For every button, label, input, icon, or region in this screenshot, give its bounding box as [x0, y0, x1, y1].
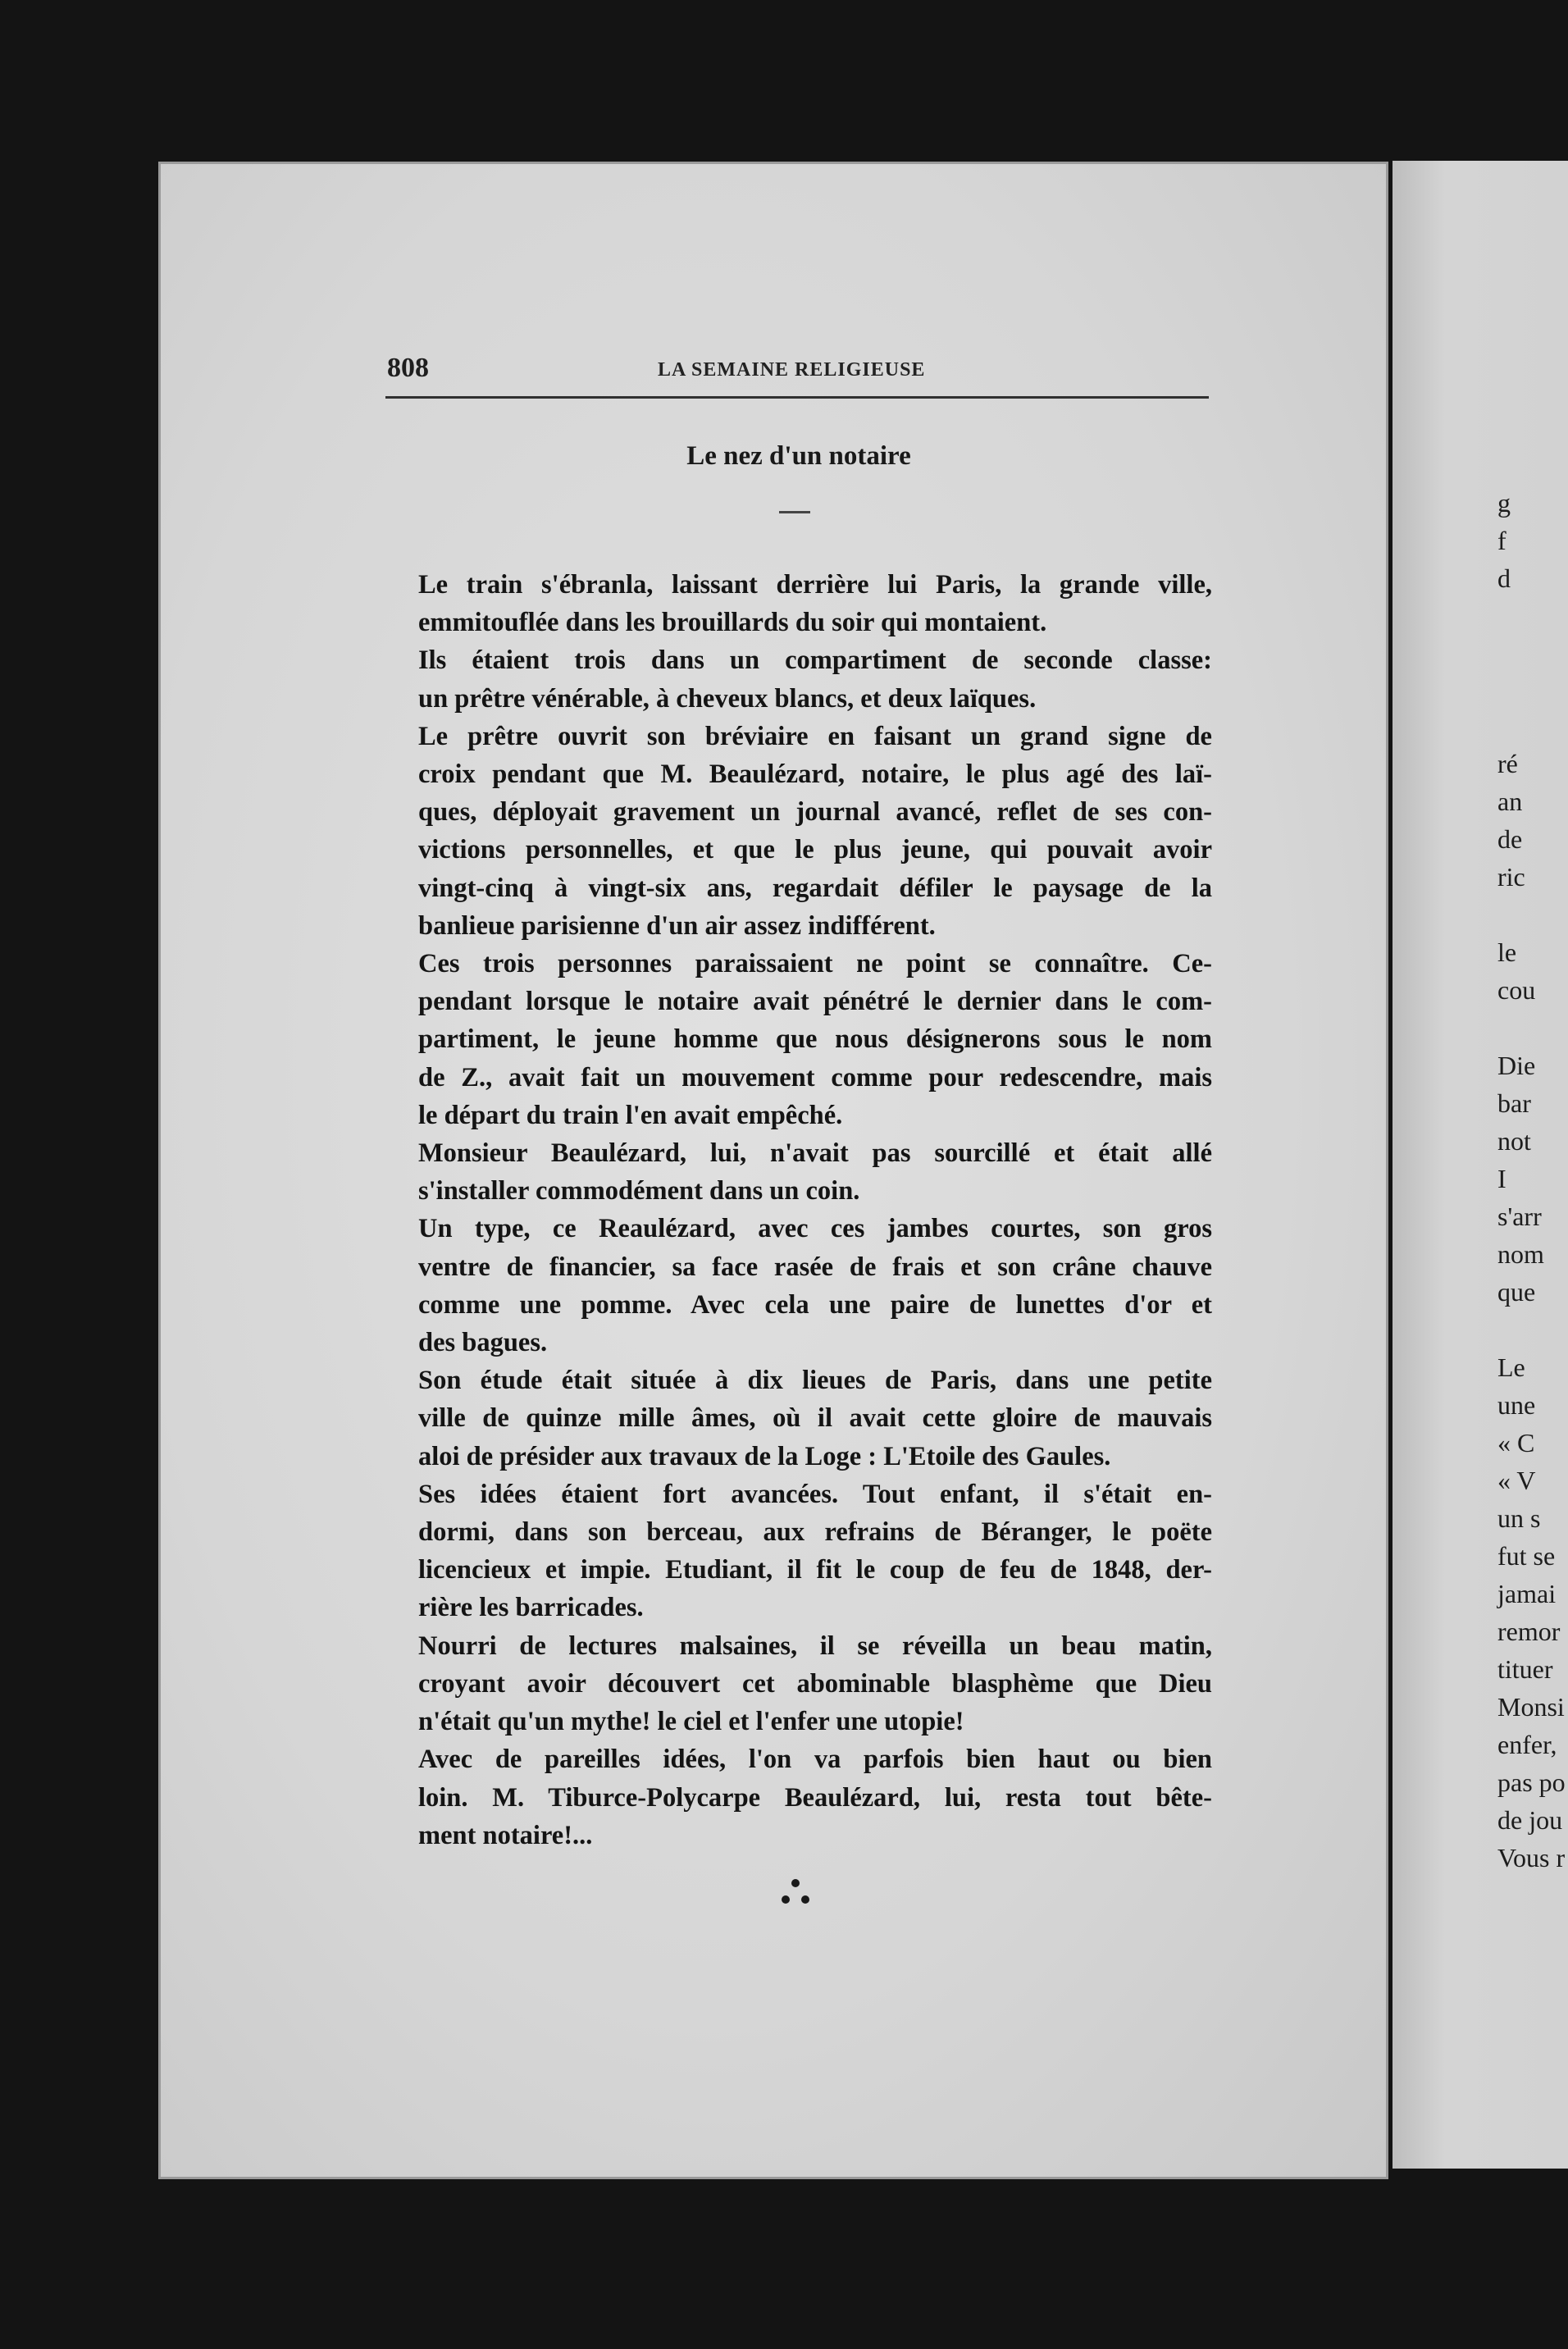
- journal-title: LA SEMAINE RELIGIEUSE: [658, 359, 926, 381]
- facing-page-text-fragment: Monsi: [1497, 1692, 1565, 1722]
- text-line: ventre de financier, sa face rasée de frais et son crâne chauve: [418, 1252, 1212, 1282]
- text-line: Avec de pareilles idées, l'on va parfois bien haut ou bien: [418, 1745, 1212, 1775]
- text-line: le départ du train l'en avait empêché.: [418, 1100, 843, 1130]
- text-line: Un type, ce Reaulézard, avec ces jambes courtes, son gros: [418, 1214, 1212, 1244]
- text-line: des bagues.: [418, 1328, 548, 1358]
- text-line: rière les barricades.: [418, 1593, 644, 1623]
- title-dash: [779, 511, 810, 513]
- facing-page-text-fragment: d: [1497, 563, 1511, 593]
- text-line: ques, déployait gravement un journal avancé, reflet de ses con-: [418, 797, 1212, 828]
- facing-page-text-fragment: « C: [1497, 1428, 1535, 1457]
- facing-page-text-fragment: une: [1497, 1390, 1536, 1420]
- article-title: Le nez d'un notaire: [686, 441, 911, 471]
- text-line: partiment, le jeune homme que nous désignerons sous le nom: [418, 1024, 1212, 1055]
- facing-page-text-fragment: un s: [1497, 1503, 1541, 1533]
- facing-page-text-fragment: cou: [1497, 975, 1536, 1005]
- text-line: Le prêtre ouvrit son bréviaire en faisant un grand signe de: [418, 721, 1212, 751]
- facing-page-text-fragment: fut se: [1497, 1541, 1556, 1571]
- running-head: [387, 353, 1207, 394]
- paragraph: [385, 566, 1212, 641]
- text-line: dormi, dans son berceau, aux refrains de Béranger, le poëte: [418, 1517, 1212, 1548]
- facing-page-text-fragment: le: [1497, 937, 1517, 967]
- facing-page-text-fragment: de: [1497, 824, 1523, 854]
- text-line: Monsieur Beaulézard, lui, n'avait pas sourcillé et était allé: [418, 1138, 1212, 1169]
- text-line: aloi de présider aux travaux de la Loge : L'Etoile des Gaules.: [418, 1441, 1111, 1471]
- text-line: banlieue parisienne d'un air assez indifférent.: [418, 910, 936, 941]
- paragraph: [385, 1740, 1212, 1854]
- facing-page-text-fragment: remor: [1497, 1617, 1561, 1646]
- facing-page-text-fragment: ric: [1497, 862, 1525, 892]
- text-line: croix pendant que M. Beaulézard, notaire, le plus agé des laï-: [418, 759, 1212, 790]
- facing-page-fragments: [1393, 161, 1568, 2169]
- paragraph: [385, 1627, 1212, 1741]
- text-line: vingt-cinq à vingt-six ans, regardait défiler le paysage de la: [418, 873, 1212, 903]
- facing-page-text-fragment: bar: [1497, 1088, 1531, 1118]
- facing-page-text-fragment: Die: [1497, 1051, 1536, 1080]
- facing-page-text-fragment: an: [1497, 787, 1523, 816]
- text-line: ment notaire!...: [418, 1820, 593, 1850]
- article-body: [385, 566, 1212, 1854]
- text-line: Ils étaient trois dans un compartiment de seconde classe:: [418, 645, 1212, 676]
- facing-page-text-fragment: s'arr: [1497, 1202, 1542, 1231]
- text-line: loin. M. Tiburce-Polycarpe Beaulézard, lui, resta tout bête-: [418, 1782, 1212, 1813]
- asterism-ornament: [771, 1873, 820, 1914]
- facing-page-text-fragment: Vous r: [1497, 1843, 1566, 1872]
- text-line: emmitouflée dans les brouillards du soir qui montaient.: [418, 608, 1047, 638]
- text-line: n'était qu'un mythe! le ciel et l'enfer une utopie!: [418, 1707, 964, 1737]
- facing-page-text-fragment: de jou: [1497, 1805, 1563, 1835]
- paragraph: [385, 718, 1212, 945]
- paragraph: [385, 945, 1212, 1134]
- facing-page: [1393, 161, 1568, 2169]
- paragraph: [385, 1210, 1212, 1362]
- facing-page-text-fragment: nom: [1497, 1239, 1544, 1269]
- text-line: ville de quinze mille âmes, où il avait cette gloire de mauvais: [418, 1403, 1212, 1434]
- header-rule: [385, 396, 1209, 399]
- text-line: Nourri de lectures malsaines, il se réveilla un beau matin,: [418, 1631, 1212, 1661]
- text-line: victions personnelles, et que le plus jeune, qui pouvait avoir: [418, 835, 1212, 865]
- facing-page-text-fragment: enfer,: [1497, 1730, 1557, 1759]
- text-line: Le train s'ébranla, laissant derrière lui Paris, la grande ville,: [418, 570, 1212, 600]
- facing-page-text-fragment: Le: [1497, 1352, 1525, 1382]
- text-line: Ces trois personnes paraissaient ne point se connaître. Ce-: [418, 949, 1212, 979]
- facing-page-text-fragment: I: [1497, 1164, 1506, 1193]
- text-line: pendant lorsque le notaire avait pénétré le dernier dans le com-: [418, 987, 1212, 1017]
- paragraph: [385, 1476, 1212, 1627]
- text-line: Son étude était située à dix lieues de Paris, dans une petite: [418, 1366, 1212, 1396]
- text-line: s'installer commodément dans un coin.: [418, 1176, 860, 1206]
- facing-page-text-fragment: ré: [1497, 749, 1518, 778]
- paragraph: [385, 1134, 1212, 1210]
- text-line: de Z., avait fait un mouvement comme pour redescendre, mais: [418, 1062, 1212, 1092]
- text-line: croyant avoir découvert cet abominable blasphème que Dieu: [418, 1668, 1212, 1699]
- facing-page-text-fragment: jamai: [1497, 1579, 1557, 1608]
- paragraph: [385, 1362, 1212, 1476]
- facing-page-text-fragment: « V: [1497, 1466, 1536, 1495]
- facing-page-text-fragment: not: [1497, 1126, 1531, 1156]
- facing-page-text-fragment: f: [1497, 526, 1506, 555]
- page-number: 808: [387, 353, 429, 383]
- facing-page-text-fragment: g: [1497, 488, 1511, 518]
- text-line: licencieux et impie. Etudiant, il fit le coup de feu de 1848, der-: [418, 1555, 1212, 1585]
- facing-page-text-fragment: tituer: [1497, 1654, 1553, 1684]
- facing-page-text-fragment: pas po: [1497, 1767, 1566, 1797]
- paragraph: [385, 641, 1212, 717]
- text-line: un prêtre vénérable, à cheveux blancs, et deux laïques.: [418, 683, 1037, 714]
- text-line: comme une pomme. Avec cela une paire de lunettes d'or et: [418, 1289, 1212, 1320]
- facing-page-text-fragment: que: [1497, 1277, 1536, 1307]
- text-line: Ses idées étaient fort avancées. Tout enfant, il s'était en-: [418, 1479, 1212, 1509]
